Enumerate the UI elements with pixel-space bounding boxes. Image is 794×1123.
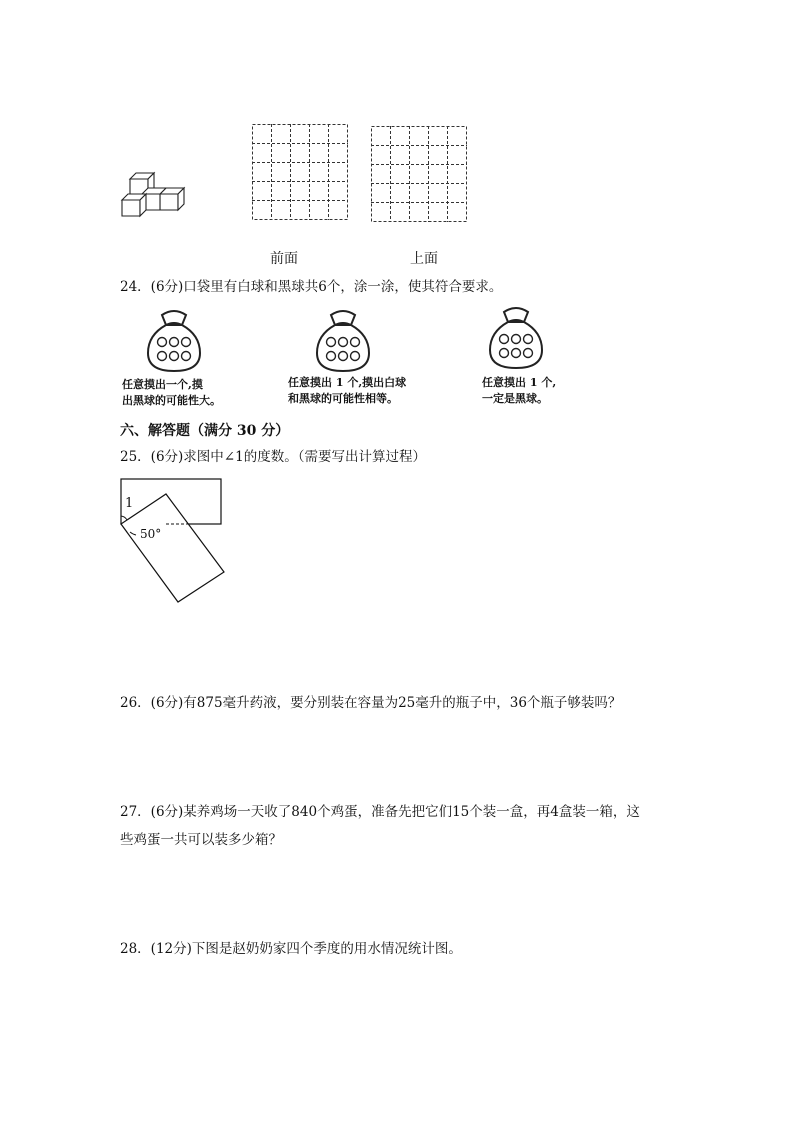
bag-2-caption [288,375,406,407]
bag-3-icon [486,302,546,372]
bag-3-caption [482,375,556,407]
top-view-grid [371,126,468,223]
question-28-text: 28．(12分)下图是赵奶奶家四个季度的用水情况统计图。 [120,941,462,957]
top-view-label: 上面 [410,251,438,267]
question-24-text: 24．(6分)口袋里有白球和黑球共6个，涂一涂，使其符合要求。 [120,279,503,295]
bag-3-caption-line2: 一定是黑球。 [482,392,548,405]
bag-1-caption-line2: 出黑球的可能性大。 [122,394,221,407]
bag-1-caption-line1: 任意摸出一个,摸 [122,378,203,391]
question-25-text: 25．(6分)求图中∠1的度数。（需要写出计算过程） [120,449,426,465]
bag-2-caption-line1: 任意摸出 1 个,摸出白球 [288,376,407,389]
cube-stack-figure [118,170,188,220]
folded-rectangle-figure [118,476,228,606]
front-view-label: 前面 [270,251,298,267]
question-26-text: 26．(6分)有875毫升药液，要分别装在容量为25毫升的瓶子中，36个瓶子够装吗？ [120,695,622,711]
angle-50-label: 50° [140,527,162,541]
angle-1-label: 1 [125,496,134,511]
section-6-heading: 六、解答题（满分 30 分） [120,423,290,439]
bag-2-caption-line2: 和黑球的可能性相等。 [288,392,398,405]
bag-1-icon [144,305,204,375]
bag-2-icon [313,305,373,375]
question-27-text-line1: 27．(6分)某养鸡场一天收了840个鸡蛋，准备先把它们15个装一盒，再4盒装一箱，这 [120,804,640,820]
front-view-grid [252,124,349,221]
bag-3-caption-line1: 任意摸出 1 个, [482,376,557,389]
question-27-text-line2: 些鸡蛋一共可以装多少箱？ [120,832,282,848]
bag-1-caption [122,377,221,409]
